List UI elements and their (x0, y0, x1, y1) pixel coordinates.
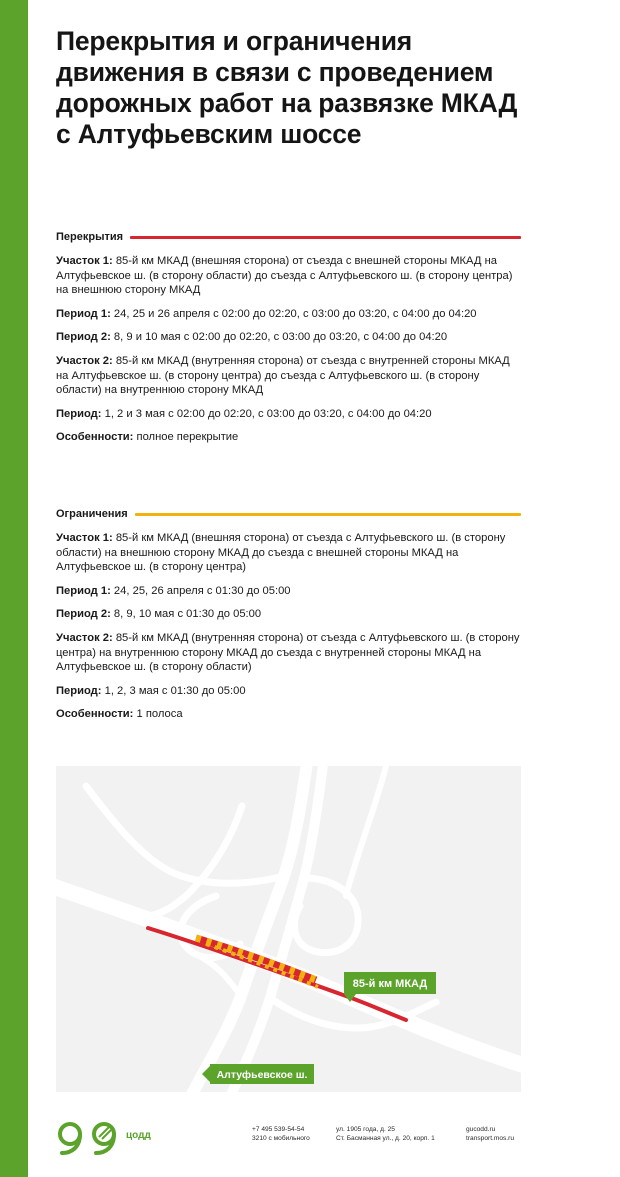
logo-text: цодд (126, 1130, 151, 1141)
closures-header (56, 229, 521, 245)
closure-item: Период 2: 8, 9 и 10 мая с 02:00 до 02:20, с 03:00 до 03:20, с 04:00 до 04:20 (56, 331, 448, 344)
restriction-item: Период 2: 8, 9, 10 мая с 01:30 до 05:00 (56, 608, 262, 621)
footer (56, 1117, 521, 1157)
interchange-map (56, 766, 521, 1092)
restriction-item: Период: 1, 2, 3 мая с 01:30 до 05:00 (56, 684, 246, 697)
closures-divider (130, 236, 521, 239)
restrictions-divider (135, 513, 521, 516)
restrictions-section (56, 506, 521, 731)
footer-mobile: 3210 с мобильного (252, 1135, 310, 1142)
footer-site-1: gucodd.ru (466, 1126, 496, 1133)
left-green-stripe (0, 0, 28, 1177)
restrictions-label: Ограничения (56, 508, 128, 520)
footer-addresses (336, 1125, 435, 1143)
restriction-item: Особенности: 1 полоса (56, 708, 183, 721)
footer-address-2: Ст. Басманная ул., д. 20, корп. 1 (336, 1135, 435, 1142)
page-title: Перекрытия и ограничения движения в связи с проведением дорожных работ на развязке МКАД с Алтуфьевским шоссе (56, 26, 518, 149)
codd-logo-icon (56, 1117, 122, 1157)
map-graphic (56, 766, 521, 1092)
footer-phone: +7 495 539-54-54 (252, 1126, 305, 1133)
closure-item: Участок 2: 85-й км МКАД (внутренняя сторона) от съезда с внутренней стороны МКАД на Алтуфьевское ш. (в сторону центра) до съезда с Алтуфьевского ш. (в сторону области) на внутреннюю сторону МКАД (56, 354, 510, 397)
footer-sites (466, 1125, 514, 1143)
footer-contacts (252, 1125, 310, 1143)
restrictions-header (56, 506, 521, 522)
restriction-item: Участок 2: 85-й км МКАД (внутренняя сторона) от съезда с Алтуфьевского ш. (в сторону центра) на внутреннюю сторону МКАД до съезда с внутренней стороны МКАД на Алтуфьевское ш. (в сторону области) (56, 631, 520, 674)
mkad-label: 85-й км МКАД (352, 978, 428, 990)
ramp (346, 766, 386, 896)
footer-address-1: ул. 1905 года, д. 25 (336, 1126, 395, 1133)
closures-section (56, 229, 521, 454)
altufievo-label: Алтуфьевское ш. (216, 1069, 308, 1081)
closure-item: Период: 1, 2 и 3 мая с 02:00 до 02:20, с 03:00 до 03:20, с 04:00 до 04:20 (56, 407, 432, 420)
closures-label: Перекрытия (56, 231, 124, 243)
restriction-item: Период 1: 24, 25, 26 апреля с 01:30 до 05:00 (56, 584, 291, 597)
footer-site-2: transport.mos.ru (466, 1135, 515, 1142)
closure-item: Период 1: 24, 25 и 26 апреля с 02:00 до 02:20, с 03:00 до 03:20, с 04:00 до 04:20 (56, 307, 477, 320)
closure-item: Участок 1: 85-й км МКАД (внешняя сторона) от съезда с внешней стороны МКАД на Алтуфьевское ш. (в сторону области) до съезда с Алтуфьевского ш. (в сторону центра) на внешнюю сторону МКАД (56, 255, 513, 297)
ramp (86, 786, 284, 883)
restriction-item: Участок 1: 85-й км МКАД (внешняя сторона) от съезда с Алтуфьевского ш. (в сторону области) на внешнюю сторону МКАД до съезда с внешней стороны МКАД на Алтуфьевское ш. (в сторону центра) (56, 532, 506, 574)
closure-item: Особенности: полное перекрытие (56, 431, 239, 444)
